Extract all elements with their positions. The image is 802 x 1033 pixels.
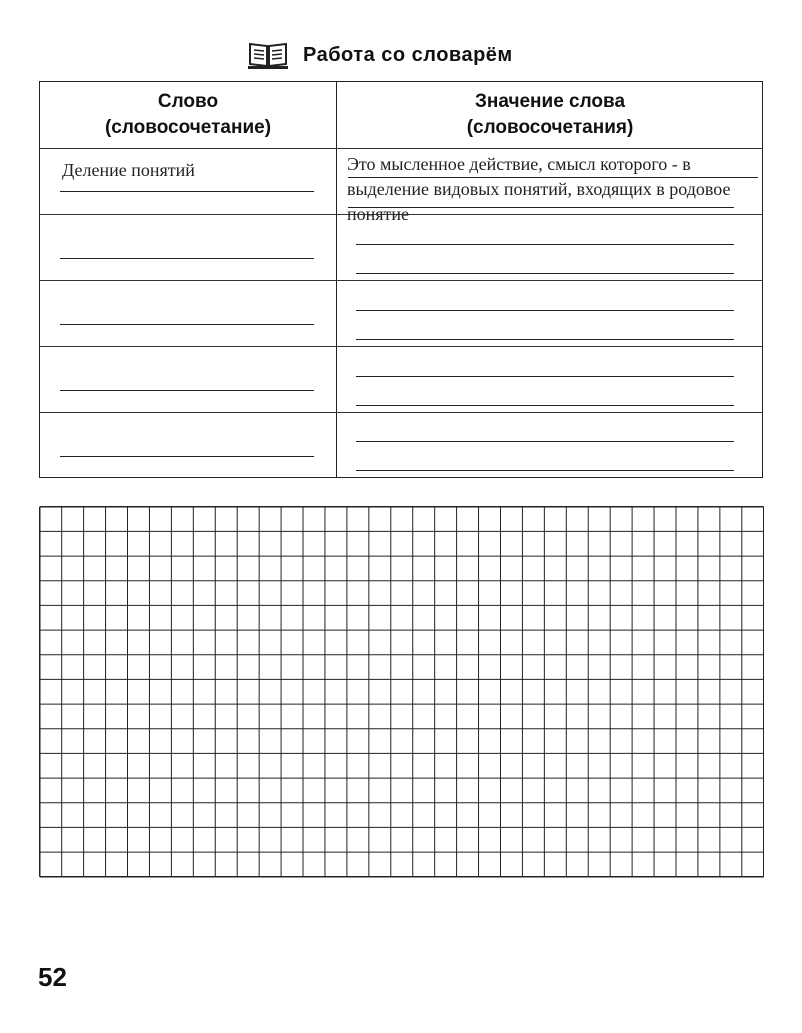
row-divider (40, 412, 762, 413)
word-write-line[interactable] (60, 258, 314, 259)
word-entry-1: Деление понятий (62, 160, 195, 180)
meaning-write-line[interactable] (356, 310, 734, 311)
grid-lines (39, 506, 764, 878)
section-title (247, 38, 513, 72)
word-write-line[interactable] (60, 456, 314, 457)
meaning-write-line[interactable] (356, 405, 734, 406)
header-meaning (337, 82, 763, 148)
section-title-text: Работа со словарём (303, 43, 513, 66)
meaning-write-line[interactable] (356, 376, 734, 377)
open-book-icon (247, 40, 289, 70)
header-word-text: Слово (словосочетание) (104, 91, 272, 138)
meaning-write-line[interactable] (356, 441, 734, 442)
dictionary-table (39, 81, 763, 478)
word-write-line[interactable] (60, 191, 314, 192)
meaning-write-line[interactable] (356, 339, 734, 340)
meaning-write-line[interactable] (356, 470, 734, 471)
row-divider (40, 346, 762, 347)
header-word (40, 82, 336, 148)
word-write-line[interactable] (60, 324, 314, 325)
word-write-line[interactable] (60, 390, 314, 391)
meaning-write-line[interactable] (356, 273, 734, 274)
row-divider (40, 280, 762, 281)
row-divider (40, 148, 762, 149)
page-number: 52 (38, 962, 67, 992)
graph-paper-grid[interactable] (39, 506, 764, 883)
meaning-entry-1: Это мысленное действие, смысл которого - в выделение видовых понятий, входящих в родовое понятие (347, 154, 731, 224)
header-meaning-text: Значение слова (словосочетания) (466, 91, 634, 138)
meaning-write-line[interactable] (348, 207, 734, 208)
meaning-write-line[interactable] (356, 244, 734, 245)
meaning-write-line[interactable] (348, 177, 758, 178)
